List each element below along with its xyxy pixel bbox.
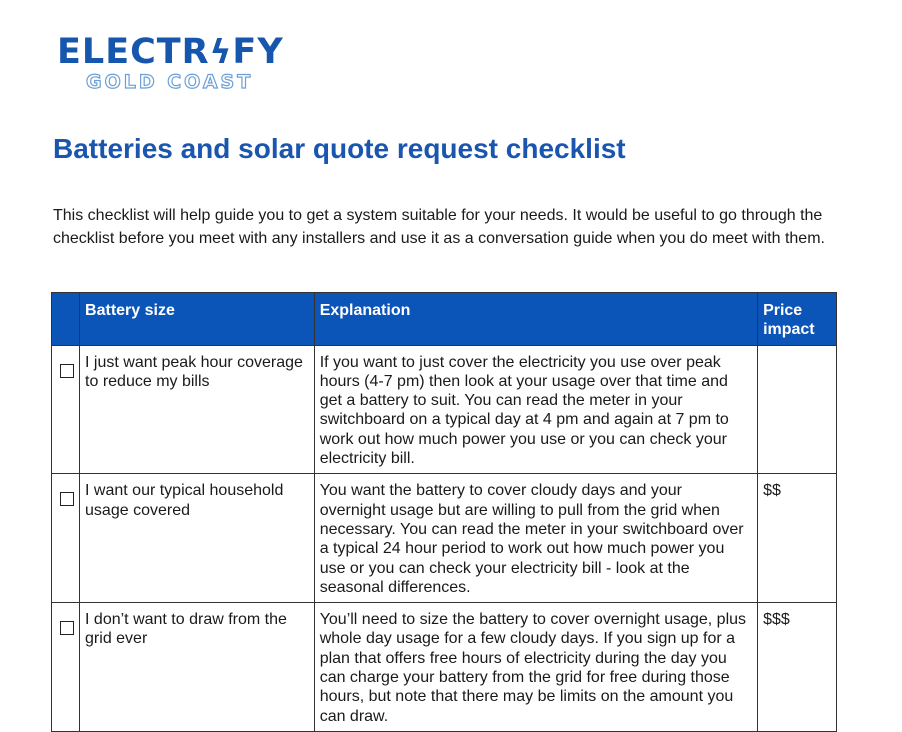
explanation-cell: If you want to just cover the electricity you use over peak hours (4-7 pm) then look at your usage over that time and get a battery to suit. You can read the meter in your switchboard on a typical day at 4 pm and again at 7 pm to work out how much power you use or you can check your electricity bill. <box>314 345 757 474</box>
logo-subtitle: GOLD COAST <box>86 71 254 93</box>
checklist-table <box>51 292 837 732</box>
electrify-logo <box>57 33 297 93</box>
checkbox-peak-hour[interactable] <box>60 364 74 378</box>
checkbox-cell <box>52 603 80 732</box>
logo-wordmark <box>57 33 297 71</box>
intro-paragraph: This checklist will help guide you to get a system suitable for your needs. It would be useful to go through the checklist before you meet with any installers and use it as a conversation guide when you do meet with them. <box>53 207 825 247</box>
checkbox-cell <box>52 474 80 603</box>
battery-size-cell: I don’t want to draw from the grid ever <box>80 603 315 732</box>
table-header-row <box>52 293 837 346</box>
logo-text-end: FY <box>232 32 284 72</box>
checkbox-household-usage[interactable] <box>60 492 74 506</box>
table-row <box>52 603 837 732</box>
header-explanation: Explanation <box>314 293 757 346</box>
price-impact-cell <box>758 345 837 474</box>
table-row <box>52 345 837 474</box>
battery-size-cell: I just want peak hour coverage to reduce my bills <box>80 345 315 474</box>
table-row <box>52 474 837 603</box>
explanation-cell: You want the battery to cover cloudy days and your overnight usage but are willing to pull from the grid when necessary. You can read the meter in your switchboard over a typical 24 hour period to work out how much power you use or you can check your electricity bill - look at the seasonal differences. <box>314 474 757 603</box>
price-impact-cell: $$ <box>758 474 837 603</box>
page-title: Batteries and solar quote request checklist <box>53 133 626 164</box>
header-price-impact: Price impact <box>758 293 837 346</box>
checkbox-no-grid[interactable] <box>60 621 74 635</box>
checkbox-cell <box>52 345 80 474</box>
battery-size-cell: I want our typical household usage covered <box>80 474 315 603</box>
header-checkbox-column <box>52 293 80 346</box>
lightning-bolt-icon: ϟ <box>209 32 233 71</box>
explanation-cell: You’ll need to size the battery to cover overnight usage, plus whole day usage for a few cloudy days. If you sign up for a plan that offers free hours of electricity during the day you can charge your battery from the grid for free during those hours, but note that there may be limits on the amount you can draw. <box>314 603 757 732</box>
logo-text-start: ELECTR <box>57 32 210 72</box>
price-impact-cell: $$$ <box>758 603 837 732</box>
header-battery-size: Battery size <box>80 293 315 346</box>
